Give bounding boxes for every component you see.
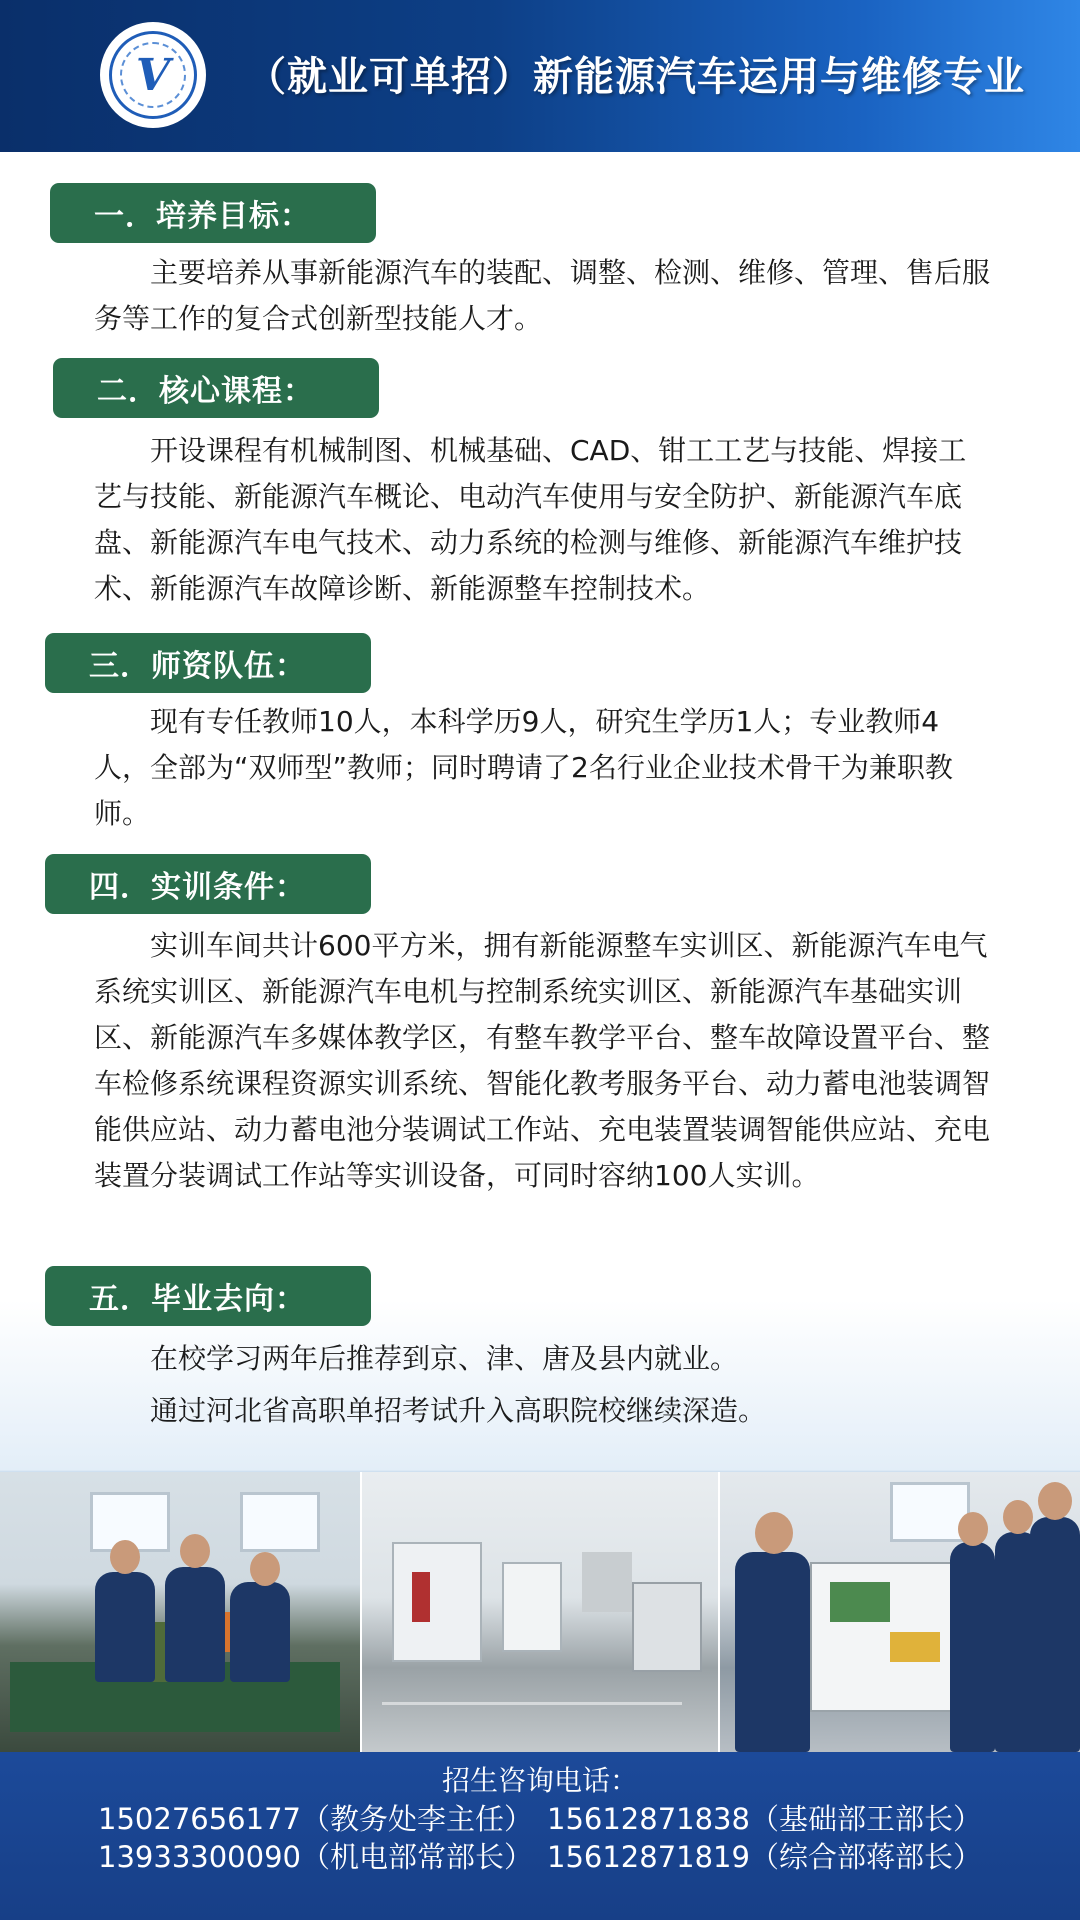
contact-phone: 15612871838（基础部王部长） [547,1802,982,1836]
contact-footer [0,1752,1080,1920]
section-paragraph: 开设课程有机械制图、机械基础、CAD、钳工工艺与技能、焊接工艺与技能、新能源汽车概论、电动汽车使用与安全防护、新能源汽车底盘、新能源汽车电气技术、动力系统的检测与维修、新能源汽车维护技术、新能源汽车故障诊断、新能源整车控制技术。 [94,434,967,605]
section-body-courses [94,428,994,612]
header-banner [0,0,1080,152]
section-paragraph: 主要培养从事新能源汽车的装配、调整、检测、维修、管理、售后服务等工作的复合式创新型技能人才。 [94,256,991,335]
training-photos [0,1472,1080,1752]
section-label-courses: 二．核心课程： [53,358,379,418]
section-label-training: 四．实训条件： [45,854,371,914]
section-paragraph: 实训车间共计600平方米，拥有新能源整车实训区、新能源汽车电气系统实训区、新能源汽车电机与控制系统实训区、新能源汽车基础实训区、新能源汽车多媒体教学区，有整车教学平台、整车故障设置平台、整车检修系统课程资源实训系统、智能化教考服务平台、动力蓄电池装调智能供应站、动力蓄电池分装调试工作站、充电装置装调智能供应站、充电装置分装调试工作站等实训设备，可同时容纳100人实训。 [94,929,991,1192]
logo-emblem-icon: V [109,31,197,119]
photo-students-at-engine [0,1472,360,1752]
contact-phone: 15612871819（综合部蒋部长） [547,1840,982,1874]
section-label-goals: 一．培养目标： [50,183,376,243]
section-body-destination [94,1336,994,1440]
photo-training-workshop [360,1472,720,1752]
section-paragraph: 通过河北省高职单招考试升入高职院校继续深造。 [150,1394,767,1427]
contact-phone: 15027656177（教务处李主任） [98,1802,533,1836]
section-paragraph: 现有专任教师10人，本科学历9人，研究生学历1人；专业教师4人，全部为“双师型”教师；同时聘请了2名行业企业技术骨干为兼职教师。 [94,705,953,830]
contact-line-2 [0,1838,1080,1876]
page-title: （就业可单招）新能源汽车运用与维修专业 [246,54,1025,100]
section-body-goals [94,250,994,342]
school-logo [100,22,206,128]
section-paragraph: 在校学习两年后推荐到京、津、唐及县内就业。 [150,1342,739,1375]
contact-title: 招生咨询电话： [441,1764,638,1797]
contact-phone: 13933300090（机电部常部长） [98,1840,533,1874]
section-body-training [94,923,994,1199]
section-label-destination: 五．毕业去向： [45,1266,371,1326]
section-body-faculty [94,699,994,837]
photo-students-at-panel [720,1472,1080,1752]
section-label-faculty: 三．师资队伍： [45,633,371,693]
contact-line-1 [0,1800,1080,1838]
